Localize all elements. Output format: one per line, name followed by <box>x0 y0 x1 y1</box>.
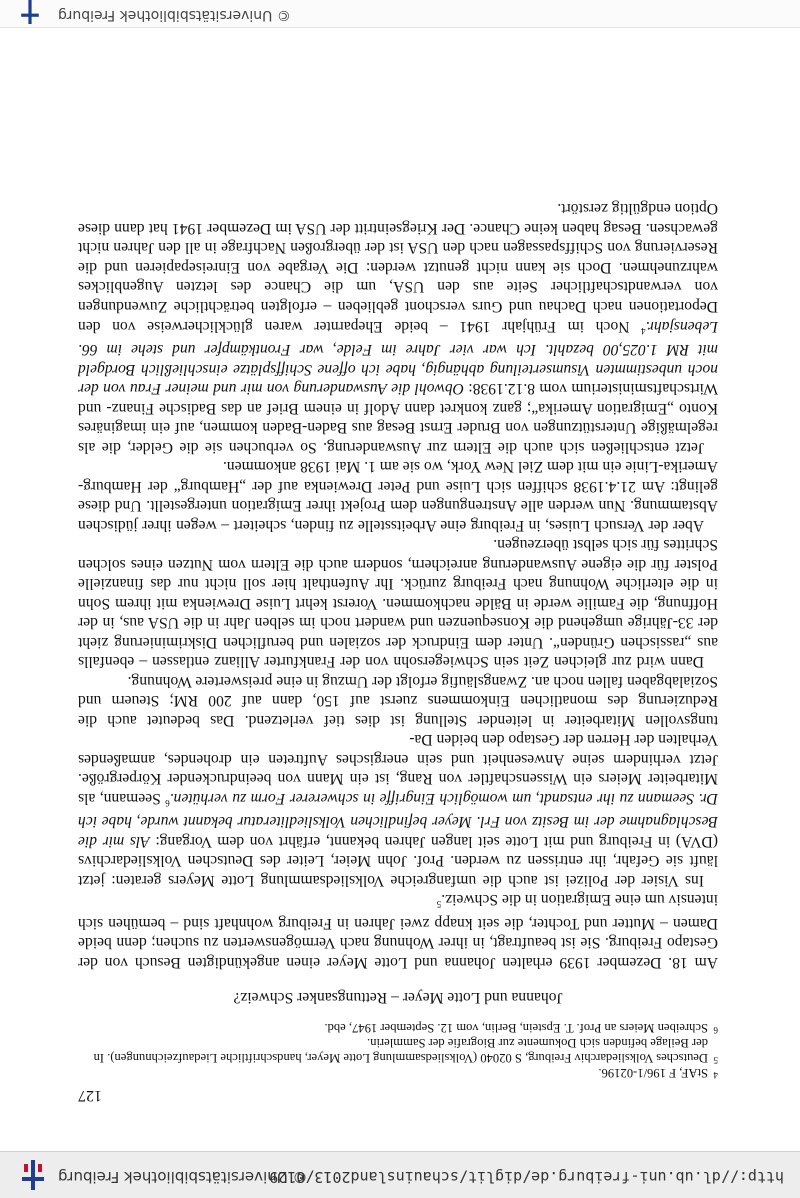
body-paragraph <box>78 730 718 890</box>
text-run: Seemann, als Mitarbeiter Meiers ein Wissenschaftler von Rang, ist ein Mann von beeindruckender Körpergröße. Jetzt verhindern seine Anwesenheit und sein energisches Auftreten ein drohendes, anmaßendes Verhalten der Herren der Gestapo den beiden Da- <box>78 731 718 807</box>
text-section <box>78 730 718 1006</box>
viewer-footer-strip <box>0 0 800 28</box>
text-run: Noch im Frühjahr 1941 – beide Eheparnter waren glücklicherweise von den Deportationen nach Dachau und Gurs verschont geblieben – erfolgten beträchtliche Zuwendungen von verwandtschaftlicher Seite aus den USA, um die Chance des letzten Augenblickes wahrzunehmen. Doch sie kann nicht genutzt werden: Die Vergabe von Einreisepapieren und die Reservierung von Schiffspassagen nach den USA ist der übergroßen Nachfrage in all den Jahren nicht gewachsen. Besag haben keine Chance. Der Kriegseintritt der USA im Dezember 1941 hat dann diese Option endgültig zerstört. <box>78 200 718 335</box>
copyright-notice-footer: © Universitätsbibliothek Freiburg <box>58 7 291 23</box>
footnote-number: 5 <box>713 1055 718 1065</box>
page-number: 127 <box>78 1087 102 1104</box>
text-run: Jetzt entschließen sich auch die Eltern zur Auswanderung. So verbuchen sie die Gelder, die als regelmäßige Unterstützungen von Bruder Ernst Besag aus Baden-Baden kommen, auf ein imaginäres Konto „Emigration Amerika“; ganz konkret dann Adolf in einem Brief an das Badische Finanz- und Wirtschaftsministerium vom 8.12.1938: <box>78 380 718 456</box>
footnote-ref: 6 <box>165 797 170 808</box>
quoted-text: Als mir die Beschlagnahme der im Besitz von Frl. Meyer befindlichen Volksliedliteratur bekannt wurde, habe ich Dr. Seemann zu ihr entsandt, um womöglich Eingriffe in schwererer Form zu verhüten. <box>77 789 718 850</box>
text-run: Aber der Versuch Luises, in Freiburg eine Arbeitsstelle zu finden, scheitert – wegen ihrer jüdischen Abstammung. Nun werden alle Anstrengungen dem Projekt ihrer Emigration untergestellt. Und diese gelingt: Am 21.4.1938 schiffen sich Luise und Peter Drewienka auf der „Hamburg“ der Hamburg-Amerika-Linie ein mit dem Ziel New York, wo sie am 1. Mai 1938 ankommen. <box>78 458 718 534</box>
body-paragraph <box>78 890 718 972</box>
footnote-number: 4 <box>713 1070 718 1080</box>
text-run: tungsvollen Mitarbeiter in leitender Stellung ist dies tief verletzend. Das bedeutet auch die Reduzierung des monatlichen Einkommens zuerst auf 150, dann auf 200 RM; Steuern und Sozialabgaben fallen noch an. Zwangsläufig erfolgt der Umzug in eine preiswertere Wohnung. <box>78 672 718 729</box>
footnote-text: Schreiben Meiers an Prof. T. Epstein, Berlin, vom 12. September 1947, ebd. <box>324 1021 708 1035</box>
library-logo-icon <box>18 1160 48 1190</box>
footnote-number: 6 <box>713 1025 718 1035</box>
body-paragraph <box>78 457 718 535</box>
footnotes <box>78 1020 718 1080</box>
quoted-text: Obwohl die Auswanderung von mir und meiner Frau von der noch unbestimmten Visumserteilung abhängig, habe ich offene Schiffsplätze einschließlich Bordgeld mit RM 1.025,00 bezahlt. Ich war vier Jahre im Felde, war Frontkämpfer und stehe im 66. Lebensjahr. <box>78 317 718 398</box>
body-paragraph <box>78 199 718 457</box>
page-content <box>78 199 718 1080</box>
body-paragraph <box>78 671 718 730</box>
copyright-notice: © Universitätsbibliothek Freiburg <box>58 1168 308 1186</box>
text-run: Dann wird zur gleichen Zeit sein Schwiegersohn von der Frankfurter Allianz entlassen – ebenfalls aus „rassischen Gründen“. Unter dem Eindruck der sozialen und beruflichen Diskriminierung zieht der 33-Jährige umgehend die Konsequenzen und wandert noch im selben Jahr in die USA aus, in der Hoffnung, die Familie werde in Bälde nachkommen. Vorerst kehrt Luise Drewienka mit ihrem Sohn in die elterliche Wohnung nach Freiburg zurück. Ihr Aufenthalt hier soll nicht nur das finanzielle Polster für die eigene Auswanderung anreichern, sondern auch die Eltern vom Nutzen eines solchen Schrittes für sich selbst überzeugen. <box>78 536 718 671</box>
text-section <box>78 199 718 730</box>
document-url[interactable]: http://dl.ub.uni-freiburg.de/diglit/schauinsland2013/0129 <box>269 1168 784 1186</box>
footnote <box>78 1065 718 1080</box>
footnote-ref: 4 <box>641 325 646 336</box>
footnote-ref: 5 <box>436 899 442 910</box>
section-heading: Johanna und Lotte Meyer – Rettungsanker Schweiz? <box>233 989 563 1006</box>
footnote <box>78 1035 718 1065</box>
text-run: Am 18. Dezember 1939 erhalten Johanna und Lotte Meyer einen angekündigten Besuch von der Gestapo Freiburg. Sie ist beauftragt, in ihrer Wohnung nach Vermögenswerten zu suchen; denn beide Damen – Mutter und Tochter, die seit knapp zwei Jahren in Freiburg wohnhaft sind – bemühen sich intensiv um eine Emigration in die Schweiz. <box>78 891 718 971</box>
footnote <box>78 1020 718 1035</box>
body-text <box>78 199 718 1006</box>
footnote-text: StAF, F 196/1-02196. <box>598 1066 708 1080</box>
text-run: Ins Visier der Polizei ist auch die umfangreiche Volksliedsammlung Lotte Meyers geraten: jetzt läuft sie Gefahr, ihr entrissen zu werden. Prof. John Meier, Leiter des Deutschen Volksliedarchivs (DVA) in Freiburg und mit Lotte seit langen Jahren bekannt, erfährt von dem Vorgang: <box>78 832 718 889</box>
viewer-header-bar <box>0 1151 800 1198</box>
library-logo-icon <box>18 0 42 24</box>
body-paragraph <box>78 535 718 672</box>
footnote-text: Deutsches Volksliedarchiv Freiburg, S 02040 (Volksliedsammlung Lotte Meyer, handschriftliche Liedaufzeichnungen). In der Beilage befinden sich Dokumente zur Biografie der Sammlerin. <box>93 1036 708 1065</box>
